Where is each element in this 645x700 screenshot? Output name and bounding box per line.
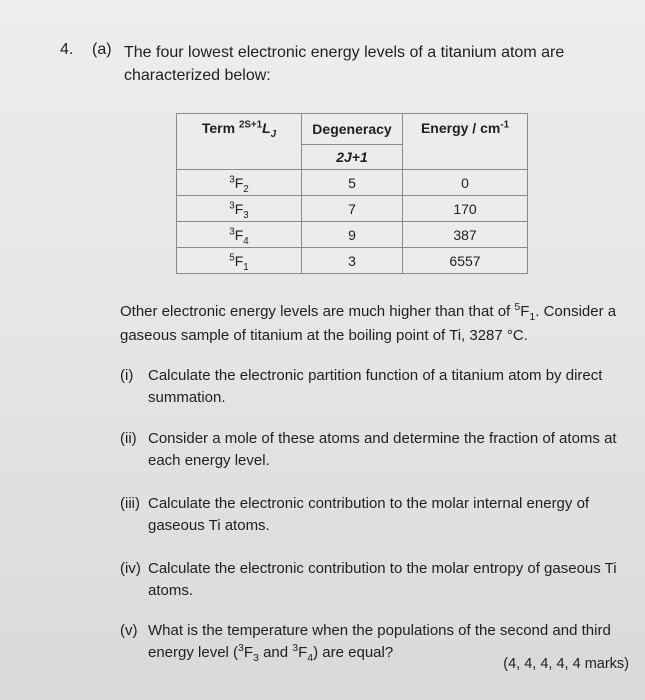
energy-cell: 387 xyxy=(403,222,528,248)
question-item-iv: (iv) Calculate the electronic contribution to the molar entropy of gaseous Ti atoms. xyxy=(120,560,617,599)
question-item-iii: (iii) Calculate the electronic contribution to the molar internal energy of gaseous Ti atoms. xyxy=(120,495,590,534)
header-energy: Energy / $cm^{-1}$ xyxy=(403,114,528,170)
degeneracy-cell: 7 xyxy=(302,196,403,222)
energy-cell: 0 xyxy=(403,170,528,196)
table-row xyxy=(177,196,528,222)
question-number: 4. xyxy=(60,41,74,58)
table-row xyxy=(177,222,528,248)
question-intro: The four lowest electronic energy levels of a titanium atom are characterized below: xyxy=(124,44,565,84)
term-cell: $^3F_2$ xyxy=(177,170,302,196)
term-cell: $^3F_3$ xyxy=(177,196,302,222)
degeneracy-cell: 3 xyxy=(302,248,403,274)
table-header-row xyxy=(177,114,528,145)
header-term: Term $^{2S+1}L_J$ xyxy=(177,114,302,170)
question-item-ii: (ii) Consider a mole of these atoms and determine the fraction of atoms at each energy level. xyxy=(120,430,617,469)
question-item-v: (v) What is the temperature when the populations of the second and third energy level ($^3F_3$ and $^3F_4$) are equal? xyxy=(120,622,611,664)
energy-cell: 170 xyxy=(403,196,528,222)
marks-allocation: (4, 4, 4, 4, 4 marks) xyxy=(503,656,629,672)
question-item-i: (i) Calculate the electronic partition function of a titanium atom by direct summation. xyxy=(120,367,603,406)
table-row xyxy=(177,248,528,274)
term-cell: $^5F_1$ xyxy=(177,248,302,274)
term-cell: $^3F_4$ xyxy=(177,222,302,248)
context-paragraph: Other electronic energy levels are much higher than that of $^5F_1$. Consider a gaseous sample of titanium at the boiling point of Ti, 3287 °C. xyxy=(120,301,617,344)
degeneracy-cell: 5 xyxy=(302,170,403,196)
energy-levels-table xyxy=(176,113,528,274)
header-degeneracy: Degeneracy xyxy=(302,114,403,145)
degeneracy-cell: 9 xyxy=(302,222,403,248)
energy-cell: 6557 xyxy=(403,248,528,274)
header-degeneracy-formula: 2J+1 xyxy=(302,145,403,170)
table-row xyxy=(177,170,528,196)
question-part-label: (a) xyxy=(92,41,112,58)
